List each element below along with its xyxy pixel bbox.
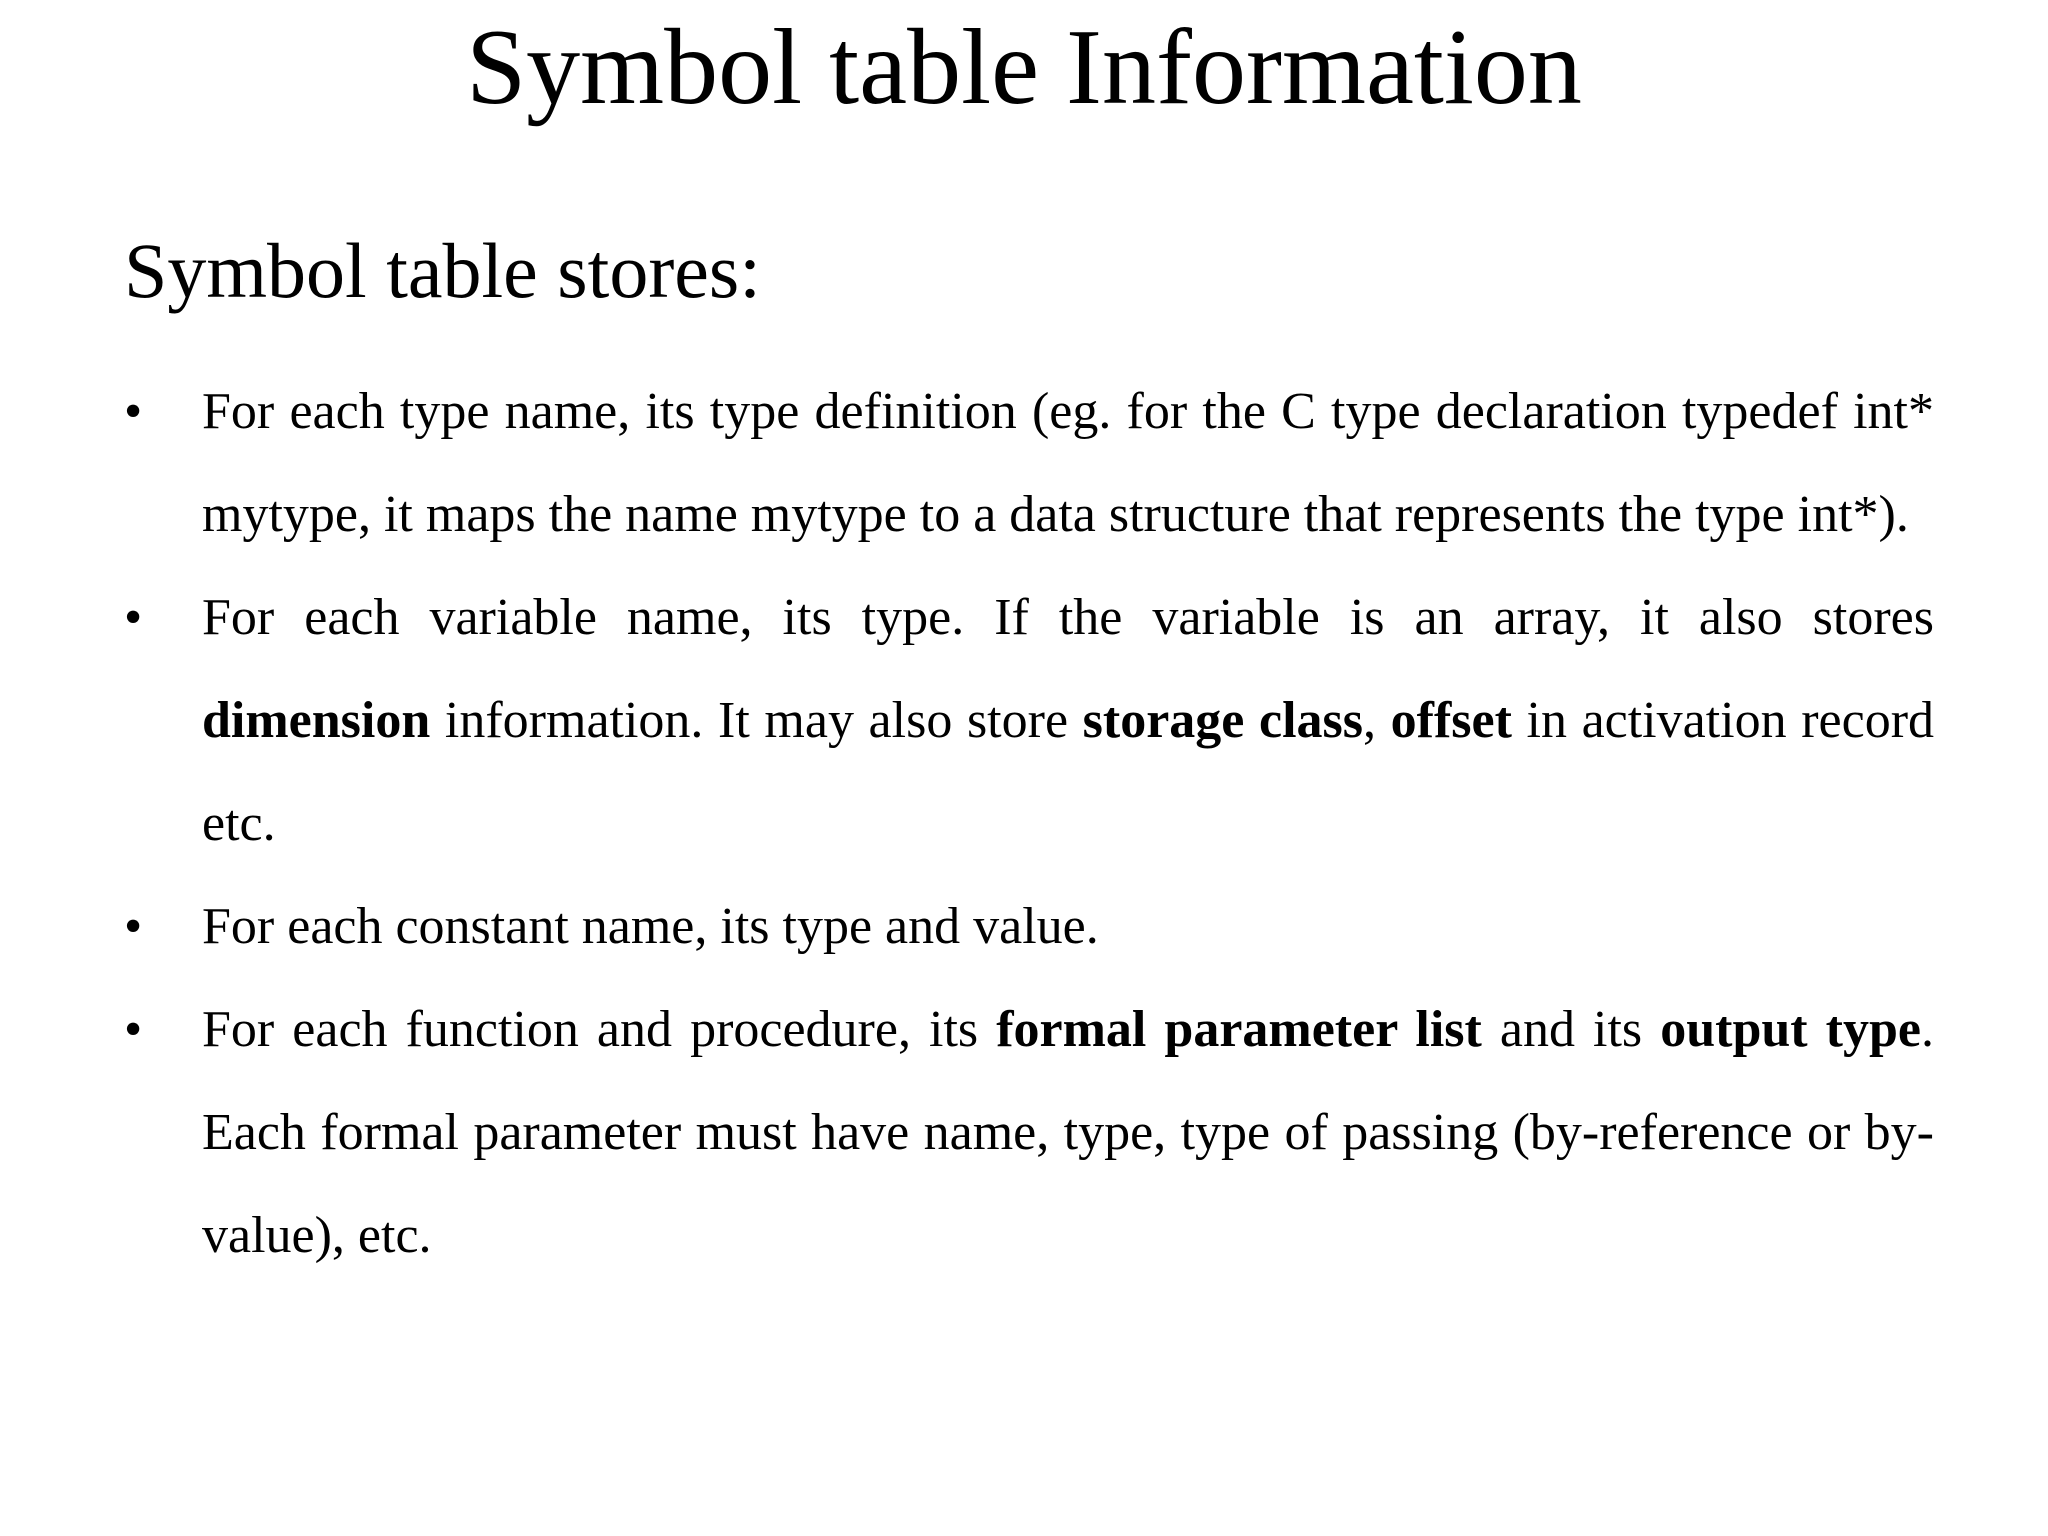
bullet-segment-bold: storage class [1082, 692, 1363, 749]
bullet-segment: , [1363, 692, 1391, 749]
bullet-icon: • [124, 898, 143, 955]
bullet-text [202, 383, 1934, 543]
slide-subtitle: Symbol table stores: [124, 227, 761, 314]
bullet-item-function-procedure [124, 978, 1934, 1287]
bullet-item-variable-name [124, 566, 1934, 875]
bullet-text [202, 898, 1099, 955]
bullet-list [124, 360, 1934, 1287]
bullet-segment-bold: dimension [202, 692, 431, 749]
bullet-segment-bold: formal parameter list [996, 1001, 1482, 1058]
bullet-text [202, 589, 1934, 852]
bullet-segment: For each function and procedure, its [202, 1001, 997, 1058]
bullet-segment: . Each formal parameter must have name, type, type of passing (by-reference or by-value), etc. [202, 1001, 1934, 1264]
bullet-icon: • [124, 383, 143, 440]
bullet-segment: and its [1481, 1001, 1661, 1058]
bullet-segment: For each variable name, its type. If the variable is an array, it also stores [202, 589, 1934, 646]
bullet-item-constant-name [124, 875, 1934, 978]
slide-title: Symbol table Information [466, 8, 1582, 127]
bullet-icon: • [124, 1001, 143, 1058]
bullet-item-type-name [124, 360, 1934, 566]
bullet-icon: • [124, 589, 143, 646]
bullet-text [202, 1001, 1934, 1264]
bullet-segment-bold: output type [1660, 1001, 1921, 1058]
bullet-segment-bold: offset [1390, 692, 1512, 749]
bullet-segment: information. It may also store [430, 692, 1083, 749]
bullet-segment: in activation record etc. [202, 692, 1935, 852]
bullet-segment: For each constant name, its type and value. [202, 898, 1099, 955]
bullet-segment: For each type name, its type definition (eg. for the C type declaration typedef int* mytype, it maps the name mytype to a data structure that represents the type int*). [202, 383, 1934, 543]
